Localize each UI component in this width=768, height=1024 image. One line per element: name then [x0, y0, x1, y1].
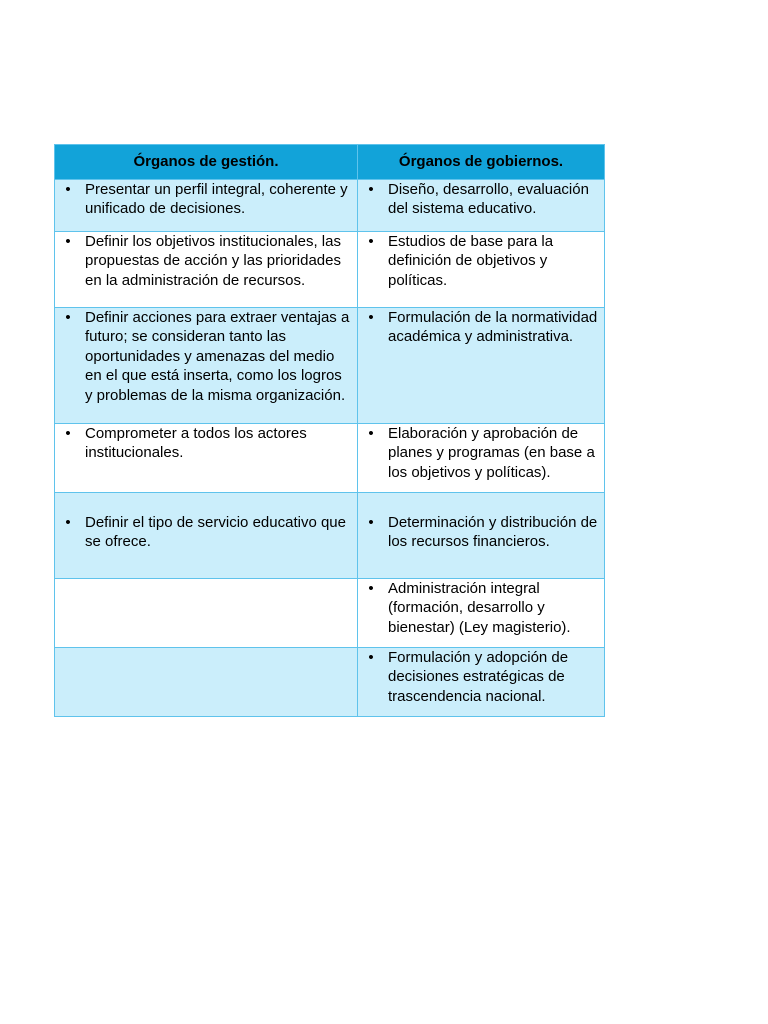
table-row [55, 180, 605, 232]
table-row [55, 308, 605, 424]
gobierno-text: Determinación y distribución de los recursos financieros. [388, 514, 598, 551]
gobierno-text: Formulación de la normatividad académica y administrativa. [388, 309, 598, 346]
gestion-text: Presentar un perfil integral, coherente y unificado de decisiones. [85, 181, 348, 218]
gobierno-cell [358, 232, 605, 308]
header-organos-gobiernos: Órganos de gobiernos. [358, 145, 605, 180]
gestion-cell [55, 424, 358, 493]
header-organos-gestion: Órganos de gestión. [55, 145, 358, 180]
gobierno-text: Diseño, desarrollo, evaluación del sistema educativo. [388, 181, 589, 218]
gobierno-cell [358, 180, 605, 232]
table-row [55, 579, 605, 648]
gestion-cell [55, 493, 358, 579]
gobierno-cell [358, 579, 605, 648]
gobierno-cell [358, 308, 605, 424]
table-row [55, 648, 605, 717]
gobierno-cell [358, 493, 605, 579]
bullet-icon: • [65, 233, 71, 250]
gestion-cell-empty [55, 579, 358, 648]
gestion-cell-empty [55, 648, 358, 717]
bullet-icon: • [368, 181, 374, 198]
bullet-icon: • [368, 309, 374, 326]
bullet-icon: • [368, 425, 374, 442]
gobierno-text: Estudios de base para la definición de objetivos y políticas. [388, 233, 554, 289]
table-row [55, 232, 605, 308]
bullet-icon: • [368, 514, 374, 531]
gobierno-cell [358, 424, 605, 493]
bullet-icon: • [65, 181, 71, 198]
table-row [55, 424, 605, 493]
gestion-cell [55, 308, 358, 424]
bullet-icon: • [65, 425, 71, 442]
gobierno-text: Formulación y adopción de decisiones estratégicas de trascendencia nacional. [388, 649, 569, 705]
bullet-icon: • [368, 649, 374, 666]
table-row [55, 493, 605, 579]
gestion-text: Definir el tipo de servicio educativo que se ofrece. [85, 514, 346, 551]
gestion-text: Comprometer a todos los actores institucionales. [85, 425, 307, 462]
bullet-icon: • [65, 514, 71, 531]
bullet-icon: • [65, 309, 71, 326]
gestion-text: Definir acciones para extraer ventajas a futuro; se consideran tanto las oportunidades y amenazas del medio en el que está inserta, como los logros y problemas de la misma organización. [85, 309, 350, 404]
bullet-icon: • [368, 233, 374, 250]
comparison-table [54, 144, 605, 717]
bullet-icon: • [368, 580, 374, 597]
table-header-row [55, 145, 605, 180]
gestion-cell [55, 232, 358, 308]
gestion-text: Definir los objetivos institucionales, las propuestas de acción y las prioridades en la administración de recursos. [85, 233, 341, 289]
gobierno-text: Elaboración y aprobación de planes y programas (en base a los objetivos y políticas). [388, 425, 595, 481]
gobierno-cell [358, 648, 605, 717]
gestion-cell [55, 180, 358, 232]
gobierno-text: Administración integral (formación, desarrollo y bienestar) (Ley magisterio). [388, 580, 571, 636]
